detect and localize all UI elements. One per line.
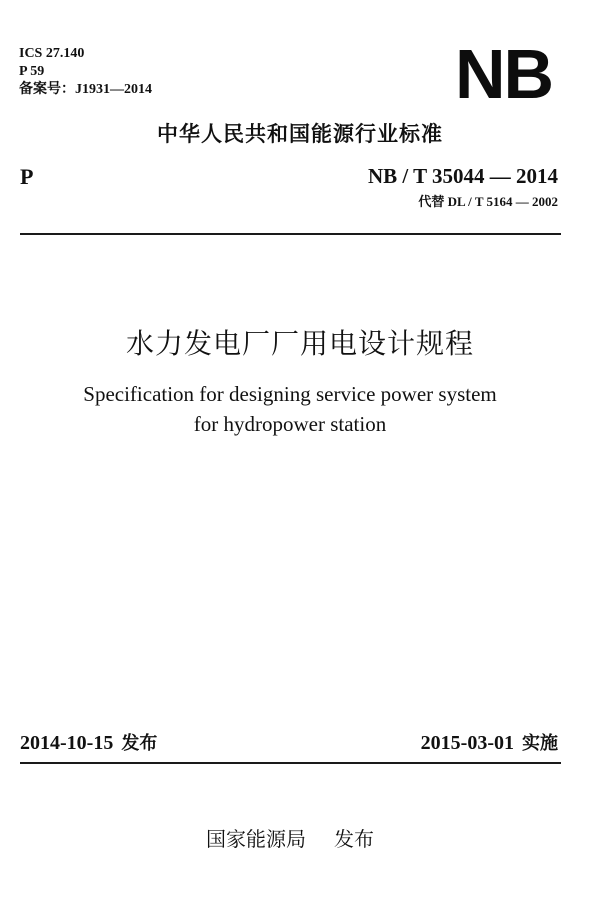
issue-date: 2014-10-15 — [20, 732, 114, 754]
standard-number: NB / T 35044 — 2014 — [367, 164, 558, 188]
ccs-code: P 59 — [19, 64, 45, 79]
publisher-line — [0, 826, 580, 852]
effective-date: 2015-03-01 — [420, 732, 514, 754]
issue-date-block — [20, 730, 157, 757]
publisher-name: 国家能源局 — [206, 827, 306, 851]
effective-label: 实施 — [522, 733, 558, 754]
nb-logo: NB — [455, 35, 553, 113]
effective-date-block — [421, 730, 558, 757]
publisher-action: 发布 — [334, 827, 374, 851]
bottom-divider — [20, 762, 561, 764]
industry-standard-title: 中华人民共和国能源行业标准 — [157, 122, 443, 146]
document-title-chinese: 水力发电厂厂用电设计规程 — [125, 327, 474, 360]
top-divider — [20, 233, 561, 235]
ics-code: ICS 27.140 — [19, 46, 85, 61]
document-title-english-line2: for hydropower station — [193, 412, 387, 436]
issue-label: 发布 — [121, 733, 158, 754]
classification-letter: P — [20, 164, 34, 189]
document-title-english-line1: Specification for designing service power system — [83, 382, 497, 406]
replaces-standard: 代替 DL / T 5164 — 2002 — [418, 194, 558, 209]
record-number: 备案号：J1931—2014 — [19, 82, 152, 97]
